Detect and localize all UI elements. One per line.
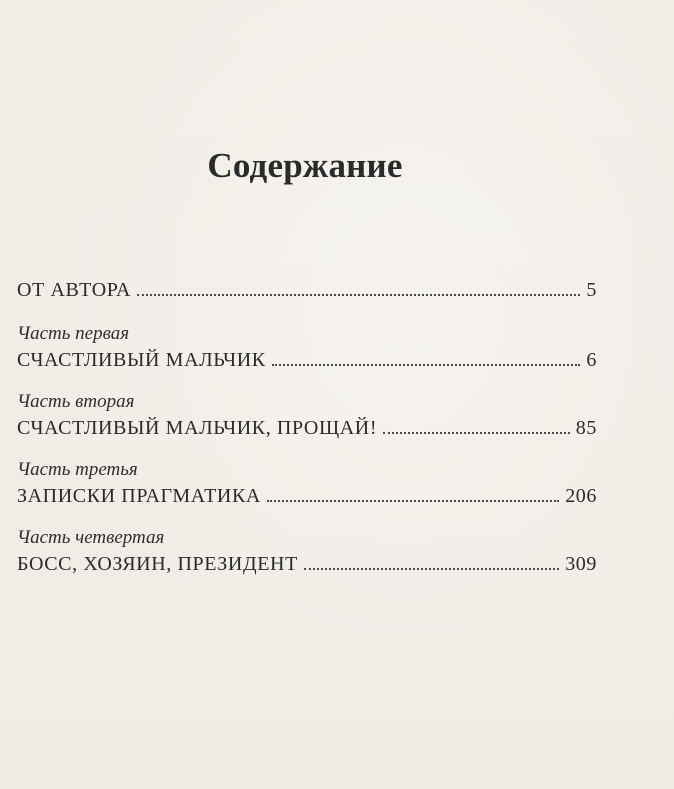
page-title: Содержание <box>207 146 403 185</box>
part-label-3: Часть третья <box>17 459 138 480</box>
dot-leader <box>272 363 581 366</box>
dot-leader <box>383 431 570 434</box>
toc-entry-title: СЧАСТЛИВЫЙ МАЛЬЧИК <box>17 349 266 371</box>
toc-entry-title: ЗАПИСКИ ПРАГМАТИКА <box>17 485 261 507</box>
toc-entry-title: ОТ АВТОРА <box>17 279 131 301</box>
toc-entry-page: 85 <box>575 417 597 439</box>
toc-entry-title: СЧАСТЛИВЫЙ МАЛЬЧИК, ПРОЩАЙ! <box>17 417 378 439</box>
toc-entry-title: БОСС, ХОЗЯИН, ПРЕЗИДЕНТ <box>17 553 298 575</box>
part-label-2: Часть вторая <box>17 391 135 412</box>
toc-entry-part-1 <box>17 346 597 374</box>
part-label-1: Часть первая <box>17 323 130 344</box>
toc-entry-part-2 <box>17 414 597 442</box>
dot-leader <box>137 293 580 296</box>
toc-entry-page: 5 <box>586 279 597 301</box>
table-of-contents <box>17 276 597 578</box>
toc-entry-part-3 <box>17 482 597 510</box>
toc-entry-page: 206 <box>565 485 597 507</box>
toc-entry-part-4 <box>17 550 597 578</box>
dot-leader <box>304 567 559 570</box>
part-label-4: Часть четвертая <box>17 527 165 548</box>
dot-leader <box>267 499 559 502</box>
toc-entry-page: 309 <box>565 553 597 575</box>
toc-entry-author <box>17 276 597 304</box>
toc-entry-page: 6 <box>586 349 597 371</box>
